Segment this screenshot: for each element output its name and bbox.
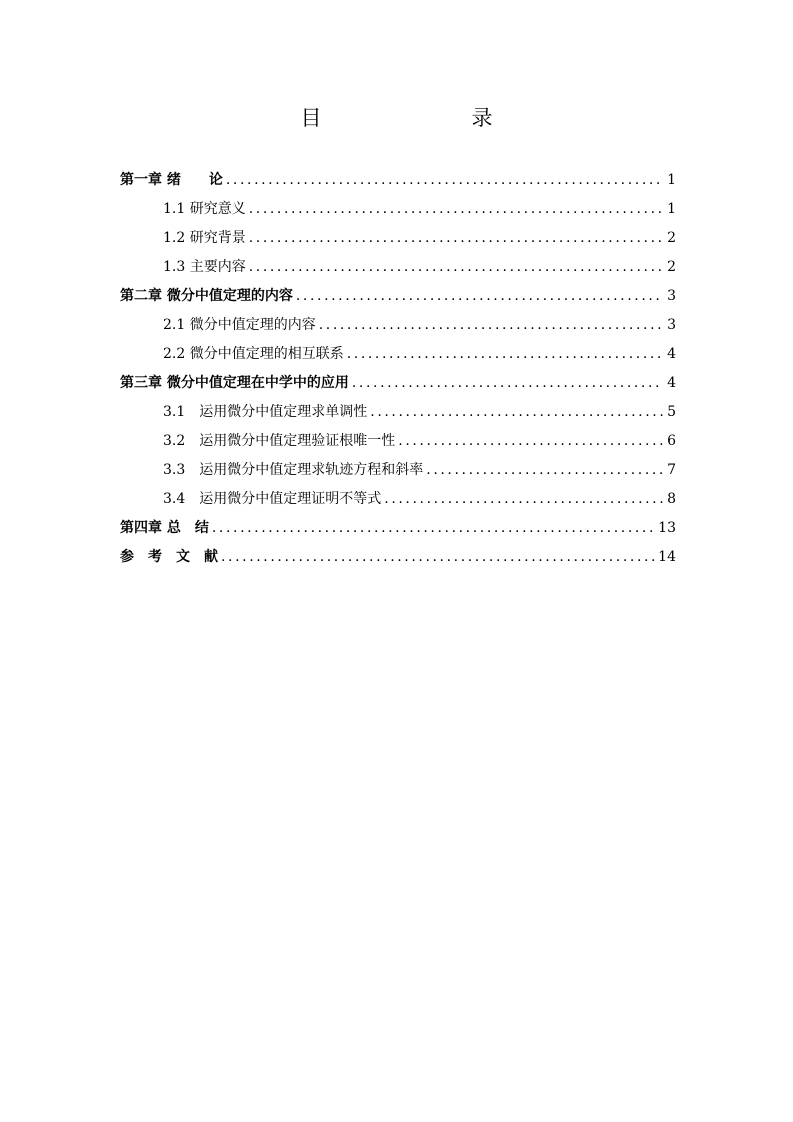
toc-entry-page-number: 6 [667,433,676,449]
toc-entry-page-number: 8 [667,491,676,507]
toc-entry-page-number: 2 [667,259,676,275]
toc-entry-page-number: 14 [658,549,676,565]
dot-leader [384,485,663,514]
toc-entry-page-number: 5 [667,404,676,420]
dot-leader [249,224,663,253]
dot-leader [398,427,663,456]
toc-entry-page-number: 4 [667,375,676,391]
toc-entry-chapter-4[interactable] [120,514,676,543]
dot-leader [226,166,663,195]
toc-entry-page-number: 2 [667,230,676,246]
toc-entry-chapter-2[interactable] [120,282,676,311]
toc-entry-page-number: 3 [667,317,676,333]
toc-entry-label: 3.1 运用微分中值定理求单调性 [163,404,368,420]
dot-leader [221,543,655,572]
dot-leader [426,456,663,485]
toc-entry-page-number: 4 [667,346,676,362]
toc-entry-label: 第二章 微分中值定理的内容 [120,288,293,304]
toc-entry-label: 第一章 绪 论 [120,172,223,188]
toc-entry-section-3-1[interactable] [120,398,676,427]
dot-leader [370,398,663,427]
toc-entry-section-1-2[interactable] [120,224,676,253]
toc-entry-label: 2.2 微分中值定理的相互联系 [163,346,344,362]
toc-entry-page-number: 13 [658,520,676,536]
toc-entry-page-number: 1 [667,201,676,217]
toc-entry-label: 1.3 主要内容 [163,259,246,275]
toc-entry-label: 3.4 运用微分中值定理证明不等式 [163,491,382,507]
toc-entry-label: 3.3 运用微分中值定理求轨迹方程和斜率 [163,462,424,478]
toc-entry-section-3-2[interactable] [120,427,676,456]
toc-entry-page-number: 3 [667,288,676,304]
toc-entry-label: 第四章 总 结 [120,520,209,536]
table-of-contents [120,166,676,572]
toc-entry-section-1-3[interactable] [120,253,676,282]
toc-entry-page-number: 1 [667,172,676,188]
toc-entry-section-1-1[interactable] [120,195,676,224]
dot-leader [319,311,663,340]
dot-leader [347,340,663,369]
toc-title: 目 录 [300,106,529,130]
dot-leader [249,253,663,282]
toc-entry-chapter-3[interactable] [120,369,676,398]
toc-entry-references[interactable] [120,543,676,572]
toc-entry-label: 第三章 微分中值定理在中学中的应用 [120,375,349,391]
toc-entry-chapter-1[interactable] [120,166,676,195]
dot-leader [249,195,663,224]
toc-entry-label: 2.1 微分中值定理的内容 [163,317,316,333]
toc-entry-section-2-2[interactable] [120,340,676,369]
dot-leader [212,514,655,543]
dot-leader [352,369,663,398]
toc-entry-label: 1.2 研究背景 [163,230,246,246]
dot-leader [296,282,663,311]
toc-entry-label: 3.2 运用微分中值定理验证根唯一性 [163,433,396,449]
toc-entry-label: 参 考 文 献 [120,549,218,565]
toc-entry-label: 1.1 研究意义 [163,201,246,217]
toc-entry-section-3-4[interactable] [120,485,676,514]
toc-entry-section-2-1[interactable] [120,311,676,340]
toc-entry-section-3-3[interactable] [120,456,676,485]
toc-entry-page-number: 7 [667,462,676,478]
